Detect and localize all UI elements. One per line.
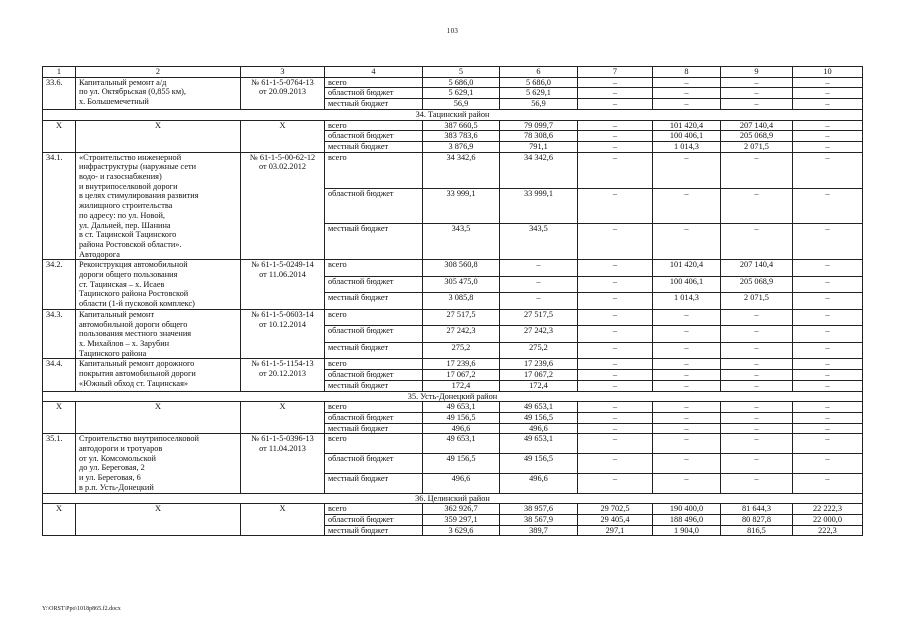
column-number: 6 [500, 67, 578, 78]
amount-cell: – [653, 402, 721, 413]
amount-cell: – [793, 412, 863, 423]
amount-cell: – [721, 380, 793, 391]
amount-cell: – [578, 359, 653, 370]
amount-cell: – [653, 423, 721, 434]
amount-cell: – [578, 402, 653, 413]
amount-cell: 5 686,0 [423, 77, 500, 88]
amount-cell: 496,6 [500, 423, 578, 434]
amount-cell: – [793, 131, 863, 142]
project-code: 34.2. [43, 260, 76, 310]
amount-cell: 100 406,1 [653, 131, 721, 142]
amount-cell: – [721, 152, 793, 188]
amount-cell: – [793, 276, 863, 293]
amount-cell: 49 653,1 [500, 434, 578, 454]
amount-cell: 207 140,4 [721, 260, 793, 277]
amount-cell: 56,9 [423, 99, 500, 110]
amount-cell: – [500, 293, 578, 310]
amount-cell: 78 308,6 [500, 131, 578, 142]
amount-cell: – [793, 342, 863, 359]
table-row [43, 260, 863, 277]
amount-cell: 17 067,2 [500, 370, 578, 381]
amount-cell: 33 999,1 [500, 188, 578, 224]
amount-cell: 5 629,1 [423, 88, 500, 99]
budget-source-label: областной бюджет [325, 370, 423, 381]
table-row [43, 434, 863, 454]
budget-source-label: областной бюджет [325, 131, 423, 142]
amount-cell: 496,6 [423, 473, 500, 493]
amount-cell: – [500, 276, 578, 293]
table-row [43, 309, 863, 326]
amount-cell: 362 926,7 [423, 504, 500, 515]
amount-cell: – [578, 380, 653, 391]
project-code: Х [43, 120, 76, 152]
budget-source-label: местный бюджет [325, 342, 423, 359]
amount-cell: 190 400,0 [653, 504, 721, 515]
amount-cell: 27 242,3 [423, 326, 500, 343]
column-number-row [43, 67, 863, 78]
district-title: 35. Усть-Донецкий район [43, 391, 863, 402]
amount-cell: – [578, 473, 653, 493]
project-name: Реконструкция автомобильной дороги общего пользования ст. Тацинская – х. Исаев Тацинского района Ростовской области (1-й пусковой комплекс) [76, 260, 241, 310]
amount-cell: 38 957,6 [500, 504, 578, 515]
amount-cell: 17 239,6 [500, 359, 578, 370]
column-number: 1 [43, 67, 76, 78]
budget-source-label: местный бюджет [325, 141, 423, 152]
amount-cell: 205 068,9 [721, 131, 793, 142]
amount-cell: 297,1 [578, 525, 653, 536]
budget-source-label: областной бюджет [325, 514, 423, 525]
amount-cell: – [793, 454, 863, 474]
budget-source-label: местный бюджет [325, 99, 423, 110]
amount-cell: – [793, 260, 863, 277]
amount-cell: 3 876,9 [423, 141, 500, 152]
amount-cell: – [653, 152, 721, 188]
amount-cell: – [653, 434, 721, 454]
amount-cell: 56,9 [500, 99, 578, 110]
project-name: Капитальный ремонт автомобильной дороги общего пользования местного значения х. Михайлов – х. Зарубин Тацинского района [76, 309, 241, 359]
amount-cell: 389,7 [500, 525, 578, 536]
amount-cell: 496,6 [423, 423, 500, 434]
amount-cell: – [578, 342, 653, 359]
budget-source-label: всего [325, 152, 423, 188]
amount-cell: – [793, 434, 863, 454]
budget-source-label: областной бюджет [325, 88, 423, 99]
table-row [43, 152, 863, 188]
amount-cell: – [793, 359, 863, 370]
amount-cell: – [578, 99, 653, 110]
amount-cell: – [653, 88, 721, 99]
amount-cell: 17 067,2 [423, 370, 500, 381]
amount-cell: 100 406,1 [653, 276, 721, 293]
amount-cell: – [653, 77, 721, 88]
amount-cell: – [653, 359, 721, 370]
project-code: 35.1. [43, 434, 76, 493]
amount-cell: – [653, 342, 721, 359]
amount-cell: 27 517,5 [500, 309, 578, 326]
amount-cell: 172,4 [423, 380, 500, 391]
amount-cell: 29 405,4 [578, 514, 653, 525]
amount-cell: – [793, 77, 863, 88]
budget-source-label: всего [325, 120, 423, 131]
amount-cell: – [793, 141, 863, 152]
amount-cell: – [578, 293, 653, 310]
column-number: 8 [653, 67, 721, 78]
amount-cell: – [578, 120, 653, 131]
budget-source-label: всего [325, 309, 423, 326]
amount-cell: 308 560,8 [423, 260, 500, 277]
budget-source-label: областной бюджет [325, 412, 423, 423]
amount-cell: 3 629,6 [423, 525, 500, 536]
amount-cell: – [721, 454, 793, 474]
amount-cell: 305 475,0 [423, 276, 500, 293]
budget-source-label: всего [325, 77, 423, 88]
amount-cell: 81 644,3 [721, 504, 793, 515]
amount-cell: 791,1 [500, 141, 578, 152]
amount-cell: – [578, 141, 653, 152]
amount-cell: – [721, 402, 793, 413]
project-name: «Строительство инженерной инфраструктуры (наружные сети водо- и газоснабжения) и внутрипоселковой дороги в целях стимулирования развития жилищного строительства по адресу: по ул. Новой, ул. Дальней, пер. Шанина в ст. Тацинской Тацинского района Ростовской области». Автодорога [76, 152, 241, 260]
amount-cell: – [721, 423, 793, 434]
amount-cell: – [578, 423, 653, 434]
table-row [43, 359, 863, 370]
amount-cell: – [721, 370, 793, 381]
amount-cell: 38 567,9 [500, 514, 578, 525]
project-name: Капитальный ремонт дорожного покрытия автомобильной дороги «Южный обход ст. Тацинская» [76, 359, 241, 391]
budget-source-label: областной бюджет [325, 276, 423, 293]
budget-source-label: областной бюджет [325, 326, 423, 343]
column-number: 3 [241, 67, 325, 78]
amount-cell: – [793, 88, 863, 99]
amount-cell: 79 099,7 [500, 120, 578, 131]
amount-cell: – [653, 454, 721, 474]
amount-cell: – [653, 380, 721, 391]
amount-cell: 33 999,1 [423, 188, 500, 224]
amount-cell: – [793, 152, 863, 188]
project-name: Строительство внутрипоселковой автодороги и тротуаров от ул. Комсомольской до ул. Береговая, 2 и ул. Береговая, 6 в р.п. Усть-Донецкий [76, 434, 241, 493]
district-header-row [43, 109, 863, 120]
amount-cell: 387 660,5 [423, 120, 500, 131]
project-code: 34.4. [43, 359, 76, 391]
amount-cell: – [721, 359, 793, 370]
amount-cell: – [793, 326, 863, 343]
amount-cell: 49 156,5 [500, 412, 578, 423]
amount-cell: 496,6 [500, 473, 578, 493]
amount-cell: 816,5 [721, 525, 793, 536]
amount-cell: – [578, 260, 653, 277]
column-number: 7 [578, 67, 653, 78]
column-number: 10 [793, 67, 863, 78]
amount-cell: – [578, 326, 653, 343]
column-number: 2 [76, 67, 241, 78]
amount-cell: 27 242,3 [500, 326, 578, 343]
table-row [43, 402, 863, 413]
amount-cell: – [793, 370, 863, 381]
amount-cell: – [793, 473, 863, 493]
amount-cell: – [793, 99, 863, 110]
amount-cell: 49 653,1 [500, 402, 578, 413]
amount-cell: 49 653,1 [423, 434, 500, 454]
project-code: Х [43, 504, 76, 536]
amount-cell: – [653, 309, 721, 326]
page-number: 103 [446, 27, 459, 35]
amount-cell: – [578, 412, 653, 423]
project-code: 34.1. [43, 152, 76, 260]
amount-cell: – [721, 342, 793, 359]
amount-cell: – [500, 260, 578, 277]
amount-cell: 383 783,6 [423, 131, 500, 142]
amount-cell: 2 071,5 [721, 293, 793, 310]
amount-cell: – [653, 473, 721, 493]
amount-cell: – [793, 402, 863, 413]
amount-cell: 34 342,6 [423, 152, 500, 188]
budget-source-label: местный бюджет [325, 380, 423, 391]
amount-cell: 22 000,0 [793, 514, 863, 525]
column-number: 9 [721, 67, 793, 78]
budget-source-label: всего [325, 260, 423, 277]
amount-cell: – [578, 454, 653, 474]
amount-cell: 359 297,1 [423, 514, 500, 525]
district-title: 36. Целинский район [43, 493, 863, 504]
amount-cell: – [793, 423, 863, 434]
amount-cell: – [653, 99, 721, 110]
amount-cell: 1 014,3 [653, 141, 721, 152]
amount-cell: 343,5 [500, 224, 578, 260]
amount-cell: 222,3 [793, 525, 863, 536]
district-header-row [43, 493, 863, 504]
project-decree: № 61-1-5-1154-13 от 20.12.2013 [241, 359, 325, 391]
amount-cell: 49 156,5 [423, 412, 500, 423]
amount-cell: 275,2 [500, 342, 578, 359]
amount-cell: – [578, 370, 653, 381]
budget-source-label: местный бюджет [325, 423, 423, 434]
amount-cell: – [793, 188, 863, 224]
amount-cell: – [653, 370, 721, 381]
table-row [43, 504, 863, 515]
amount-cell: – [578, 434, 653, 454]
amount-cell: – [578, 188, 653, 224]
amount-cell: 3 085,8 [423, 293, 500, 310]
amount-cell: – [721, 224, 793, 260]
amount-cell: 49 156,5 [500, 454, 578, 474]
amount-cell: 101 420,4 [653, 120, 721, 131]
amount-cell: – [721, 326, 793, 343]
amount-cell: 101 420,4 [653, 260, 721, 277]
amount-cell: – [653, 188, 721, 224]
project-name: Капитальный ремонт а/д по ул. Октябрьская (0,855 км), х. Большемечетный [76, 77, 241, 109]
amount-cell: – [721, 99, 793, 110]
budget-source-label: местный бюджет [325, 473, 423, 493]
amount-cell: 5 629,1 [500, 88, 578, 99]
amount-cell: 34 342,6 [500, 152, 578, 188]
amount-cell: – [578, 131, 653, 142]
budget-source-label: местный бюджет [325, 224, 423, 260]
amount-cell: – [721, 473, 793, 493]
project-code: 34.3. [43, 309, 76, 359]
amount-cell: 27 517,5 [423, 309, 500, 326]
budget-source-label: всего [325, 434, 423, 454]
amount-cell: – [578, 224, 653, 260]
footer-file-path: Y:\ORST\Ppo\1018p865.f2.docx [42, 606, 121, 612]
project-code: Х [43, 402, 76, 434]
column-number: 5 [423, 67, 500, 78]
amount-cell: 1 904,0 [653, 525, 721, 536]
amount-cell: – [721, 88, 793, 99]
amount-cell: 205 068,9 [721, 276, 793, 293]
amount-cell: – [721, 434, 793, 454]
amount-cell: 22 222,3 [793, 504, 863, 515]
amount-cell: – [721, 77, 793, 88]
project-name: Х [76, 504, 241, 536]
project-decree: № 61-1-5-00-62-12 от 03.02.2012 [241, 152, 325, 260]
budget-source-label: местный бюджет [325, 293, 423, 310]
column-number: 4 [325, 67, 423, 78]
project-name: Х [76, 402, 241, 434]
amount-cell: – [721, 412, 793, 423]
amount-cell: – [578, 77, 653, 88]
amount-cell: 207 140,4 [721, 120, 793, 131]
amount-cell: 172,4 [500, 380, 578, 391]
amount-cell: 49 156,5 [423, 454, 500, 474]
amount-cell: – [653, 224, 721, 260]
budget-source-label: всего [325, 402, 423, 413]
project-code: 33.6. [43, 77, 76, 109]
project-decree: Х [241, 402, 325, 434]
amount-cell: – [793, 380, 863, 391]
amount-cell: 2 071,5 [721, 141, 793, 152]
budget-source-label: областной бюджет [325, 454, 423, 474]
project-decree: Х [241, 504, 325, 536]
district-title: 34. Тацинский район [43, 109, 863, 120]
amount-cell: – [793, 224, 863, 260]
amount-cell: 188 496,0 [653, 514, 721, 525]
project-decree: № 61-1-5-0249-14 от 11.06.2014 [241, 260, 325, 310]
project-name: Х [76, 120, 241, 152]
amount-cell: – [578, 276, 653, 293]
amount-cell: – [793, 120, 863, 131]
amount-cell: – [578, 152, 653, 188]
amount-cell: – [578, 88, 653, 99]
amount-cell: – [721, 309, 793, 326]
amount-cell: – [793, 309, 863, 326]
amount-cell: – [653, 412, 721, 423]
financing-table [42, 66, 863, 536]
project-decree: № 61-1-5-0396-13 от 11.04.2013 [241, 434, 325, 493]
amount-cell: 80 827,8 [721, 514, 793, 525]
amount-cell: 275,2 [423, 342, 500, 359]
amount-cell: – [721, 188, 793, 224]
budget-source-label: всего [325, 504, 423, 515]
project-decree: № 61-1-5-0603-14 от 10.12.2014 [241, 309, 325, 359]
amount-cell: 17 239,6 [423, 359, 500, 370]
table-row [43, 120, 863, 131]
amount-cell: 5 686,0 [500, 77, 578, 88]
amount-cell: 343,5 [423, 224, 500, 260]
amount-cell: – [653, 326, 721, 343]
amount-cell: 49 653,1 [423, 402, 500, 413]
project-decree: Х [241, 120, 325, 152]
district-header-row [43, 391, 863, 402]
project-decree: № 61-1-5-0764-13 от 20.09.2013 [241, 77, 325, 109]
table-body [43, 67, 863, 536]
amount-cell: 1 014,3 [653, 293, 721, 310]
amount-cell: 29 702,5 [578, 504, 653, 515]
table-row [43, 77, 863, 88]
amount-cell: – [578, 309, 653, 326]
amount-cell: – [793, 293, 863, 310]
budget-source-label: всего [325, 359, 423, 370]
budget-source-label: местный бюджет [325, 525, 423, 536]
budget-source-label: областной бюджет [325, 188, 423, 224]
